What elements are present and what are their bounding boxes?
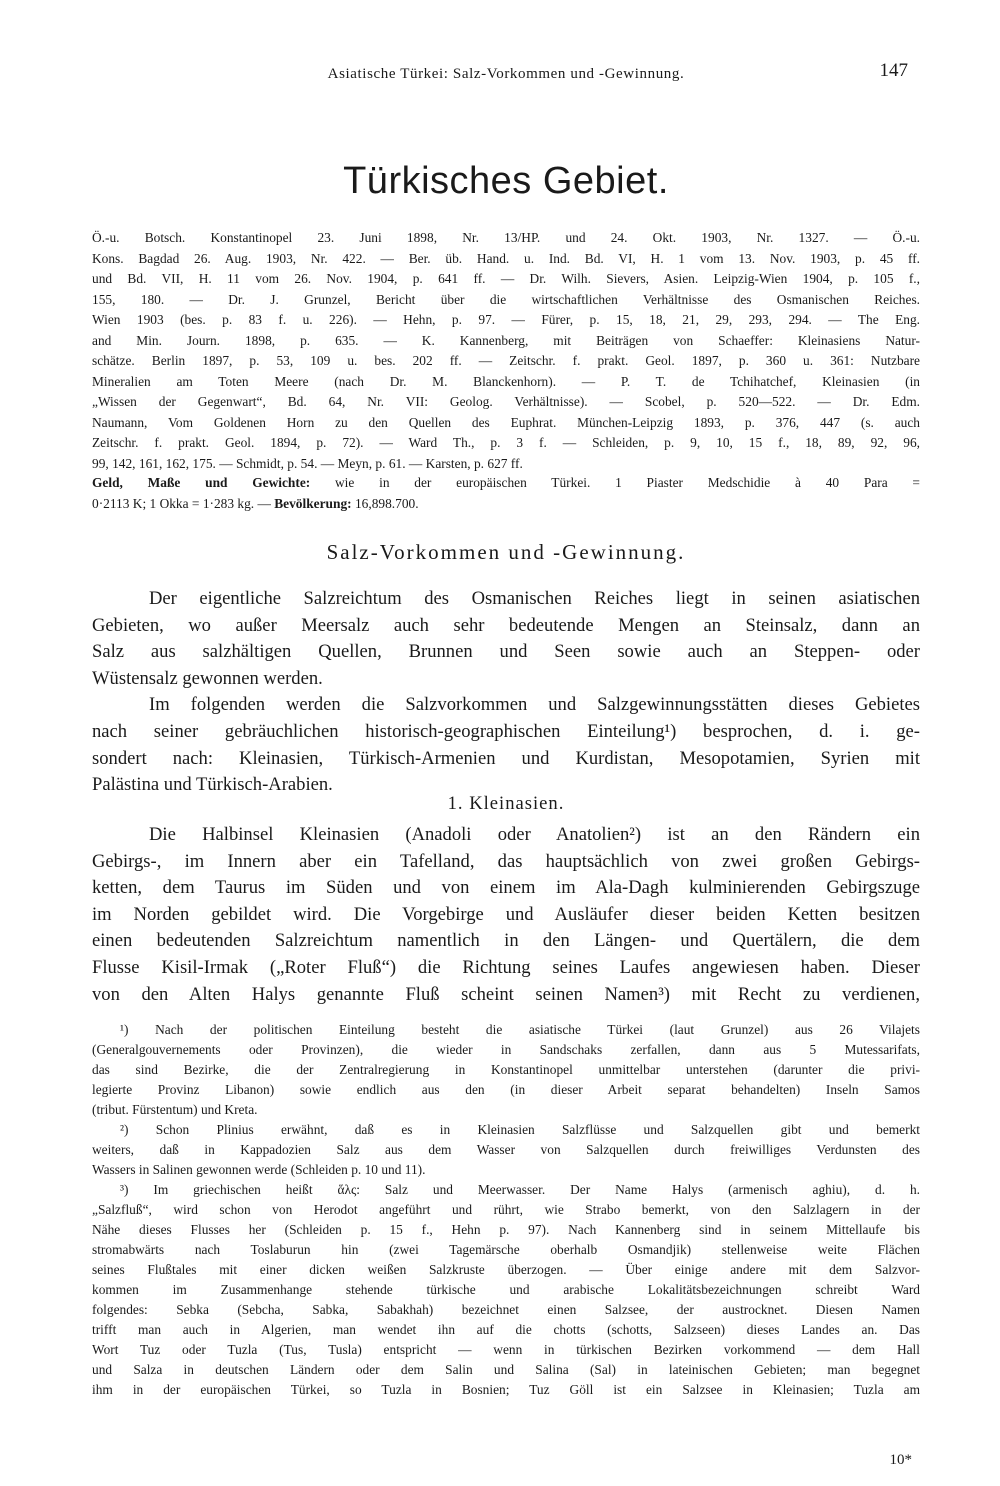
footnote-line: trifft man auch in Algerien, man wendet ihn auf die chotts (schotts, Salzseen) dieses Landes an. Das [92,1322,920,1337]
footnote-line: ¹) Nach der politischen Einteilung besteht die asiatische Türkei (laut Grunzel) aus 26 Vilajets [120,1022,920,1037]
page-title: Türkisches Gebiet. [343,160,669,202]
paragraph-line: Der eigentliche Salzreichtum des Osmanischen Reiches liegt in seinen asiatischen [149,588,920,609]
footnote-line: „Salzfluß“, wird schon von Herodot angeführt und rührt, wie Strabo bemerkt, von den Salzlagern in der [92,1202,920,1217]
population-value: 16,898.700. [351,495,419,511]
sources-line: Naumann, Vom Goldenen Horn zu den Quellen des Euphrat. München-Leipzig 1893, p. 376, 447 (s. auch [92,414,920,430]
paragraph-line: einen bedeutenden Salzreichtum namentlich in den Längen- und Quertälern, die dem [92,930,920,952]
paragraph-line: ketten, dem Taurus im Süden und von einem im Ala-Dagh kulminierenden Gebirgszuge [92,877,920,899]
sources-block [92,228,920,474]
paragraph-line: Die Halbinsel Kleinasien (Anadoli oder Anatolien²) ist an den Rändern ein [149,824,920,845]
footnote-line: das sind Bezirke, die der Zentralregierung in Konstantinopel unmittelbar unterstehen (darunter die privi- [92,1062,920,1077]
running-title: Asiatische Türkei: Salz-Vorkommen und -Gewinnung. [327,66,685,82]
footnote-line: (Generalgouvernements oder Provinzen), die wieder in Sandschaks zerfallen, dann aus 5 Mutessarifats, [92,1042,920,1057]
paragraph-line: von den Alten Halys genannte Fluß scheint seinen Namen³) mit Recht zu verdienen, [92,983,920,1005]
sources-line: and Min. Journ. 1898, p. 635. — K. Kannenberg, mit Beiträgen von Schaeffer: Kleinasiens Natur- [92,332,920,348]
intro-paragraphs [92,586,920,799]
paragraph-line: Salz aus salzhältigen Quellen, Brunnen und Seen sowie auch an Steppen- oder [92,641,920,663]
facts-line [92,473,920,494]
footnote-line: kommen im Zusammenhange stehende türkische und arabische Lokalitätsbezeichnungen schreibt Ward [92,1282,920,1297]
paragraph-line: Flusse Kisil-Irmak („Roter Fluß“) die Richtung seines Laufes angewiesen haben. Dieser [92,956,920,978]
paragraph-line: sondert nach: Kleinasien, Türkisch-Armenien und Kurdistan, Mesopotamien, Syrien mit [92,747,920,769]
paragraph-line: nach seiner gebräuchlichen historisch-geographischen Einteilung¹) besprochen, d. i. ge- [92,720,920,742]
sources-line: Wien 1903 (bes. p. 83 f. u. 226). — Hehn, p. 97. — Fürer, p. 15, 18, 21, 29, 293, 294. — The Eng. [92,312,920,327]
page-number: 147 [879,60,908,81]
footnote-line: (tribut. Fürstentum) und Kreta. [92,1102,258,1117]
subsection-title: 1. Kleinasien. [447,793,565,814]
footnote-line: und Salza in deutschen Ländern oder dem Salin und Salina (Sal) in lateinischen Gebieten; man begegnet [92,1362,920,1377]
footnote-line: weiters, daß in Kappadozien Salz aus dem Wasser von Salzquellen durch freiwilliges Verdunsten des [92,1142,920,1157]
sources-line: „Wissen der Gegenwart“, Bd. 64, Nr. VII: Geolog. Verhältnisse). — Scobel, p. 520—522. — Dr. Edm. [92,394,920,409]
facts-line [92,494,920,515]
sources-line: und Bd. VII, H. 11 vom 26. Nov. 1904, p. 641 ff. — Dr. Wilh. Sievers, Asien. Leipzig-Wien 1904, p. 105 f., [92,271,920,286]
section-title: Salz-Vorkommen und -Gewinnung. [326,540,686,564]
currency-label: Geld, Maße und Gewichte: [92,475,311,490]
paragraph-line: Gebirgs-, im Innern aber ein Tafelland, das hauptsächlich von zwei großen Gebirgs- [92,850,920,872]
sources-line: Mineralien am Toten Meere (nach Dr. M. Blanckenhorn). — P. T. de Tchihatchef, Kleinasien (in [92,373,920,389]
paragraph-line: Im folgenden werden die Salzvorkommen und Salzgewinnungsstätten dieses Gebietes [149,694,920,716]
running-head [92,60,920,90]
footnote-line: Wassers in Salinen gewonnen werde (Schleiden p. 10 und 11). [92,1162,426,1177]
paragraph-line: Gebieten, wo außer Meersalz auch sehr bedeutende Mengen an Steinsalz, dann an [92,614,920,636]
sources-line: Zeitschr. f. prakt. Geol. 1894, p. 72). — Ward Th., p. 3 f. — Schleiden, p. 9, 10, 15 f., 18, 89, 92, 96, [92,435,920,450]
footnote-line: seines Flußtales mit einer dicken weißen Salzkruste überzogen. — Über einige andere mit dem Salzvor- [92,1262,920,1277]
sources-line: 155, 180. — Dr. J. Grunzel, Bericht über die wirtschaftlichen Verhältnisse des Osmanischen Reiches. [92,291,920,307]
sources-line: Kons. Bagdad 26. Aug. 1903, Nr. 422. — Ber. üb. Hand. u. Ind. Bd. VI, H. 1 vom 13. Nov. 1903, p. 45 ff. [92,250,920,266]
population-label: Bevölkerung: [274,495,352,511]
facts-block [92,473,920,514]
footnote-line: ihm in der europäischen Türkei, so Tuzla in Bosnien; Tuz Göll ist ein Salzsee in Kleinasien; Tuzla am [92,1382,920,1397]
footnotes [92,1020,920,1400]
weight-text: 0·2113 K; 1 Okka = 1·283 kg. — [92,495,275,511]
kleinasien-paragraph [92,822,920,1008]
currency-text: wie in der europäischen Türkei. 1 Piaster Medschidie à 40 Para = [310,475,920,490]
footnote-line: ³) Im griechischen heißt ἅλς: Salz und Meerwasser. Der Name Halys (armenisch aghiu), d. h. [120,1182,920,1197]
footnote-line: folgendes: Sebka (Sebcha, Sabka, Sabakhah) bezeichnet einen Salzsee, der austrocknet. Diesen Namen [92,1302,920,1317]
footnote-line: Wort Tuz oder Tuzla (Tus, Tusla) entspricht — wenn in türkischen Bezirken vorkommend — dem Hall [92,1342,920,1357]
paragraph-line: Palästina und Türkisch-Arabien. [92,774,333,796]
sources-line: schätze. Berlin 1897, p. 53, 109 u. bes. 202 ff. — Zeitschr. f. prakt. Geol. 1897, p. 360 u. 361: Nutzbare [92,353,920,368]
sources-line: 99, 142, 161, 162, 175. — Schmidt, p. 54. — Meyn, p. 61. — Karsten, p. 627 ff. [92,455,523,471]
paragraph-line: im Norden gebildet wird. Die Vorgebirge und Ausläufer dieser beiden Ketten besitzen [92,903,920,925]
signature-mark: 10* [889,1452,912,1468]
footnote-line: stromabwärts nach Toslaburun hin (zwei Tagemärsche oberhalb Osmandjik) stellenweise weite Flächen [92,1242,920,1257]
footnote-line: legierte Provinz Libanon) sowie endlich aus den (in dieser Arbeit separat behandelten) Inseln Samos [92,1082,920,1097]
paragraph-line: Wüstensalz gewonnen werden. [92,667,323,689]
footnote-line: ²) Schon Plinius erwähnt, daß es in Kleinasien Salzflüsse und Salzquellen gibt und bemerkt [120,1122,920,1137]
footnote-line: Nähe dieses Flusses her (Schleiden p. 15 f., Hehn p. 97). Nach Kannenberg sind in seinem Mittellaufe bis [92,1222,920,1237]
sources-line: Ö.-u. Botsch. Konstantinopel 23. Juni 1898, Nr. 13/HP. und 24. Okt. 1903, Nr. 1327. — Ö.-u. [92,230,920,245]
